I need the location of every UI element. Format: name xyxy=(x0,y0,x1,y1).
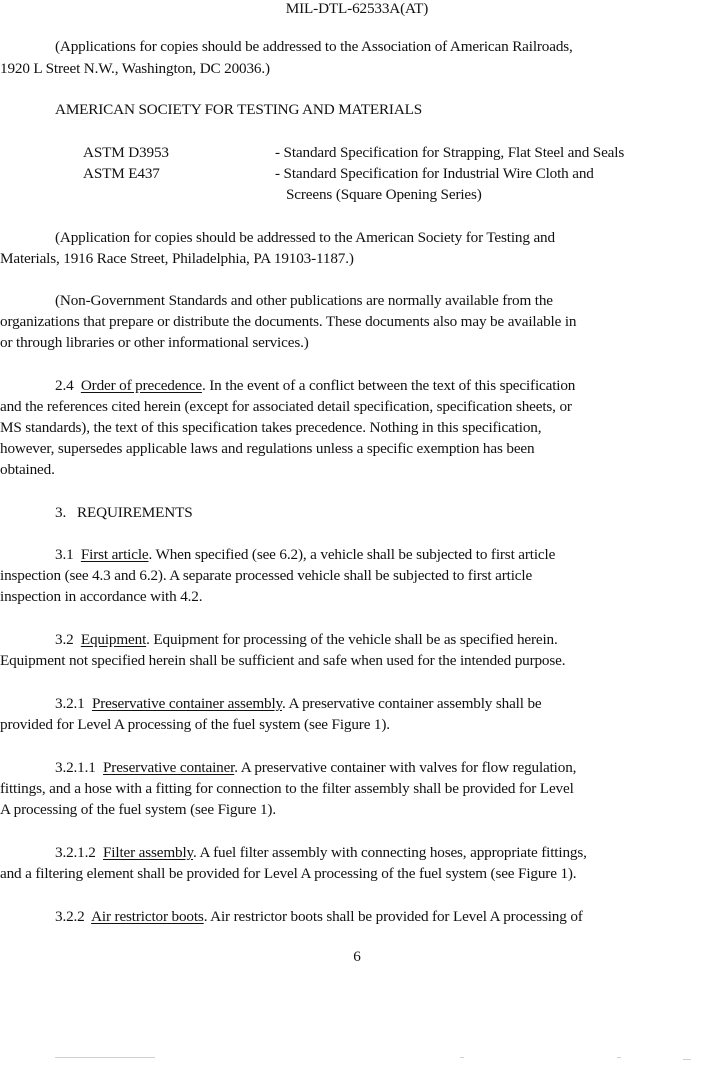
section-2-4-first-line xyxy=(55,377,575,395)
section-3-2-1-2-line: and a filtering element shall be provided for Level A processing of the fuel system (see Figure 1). xyxy=(0,865,577,882)
nongov-note-line-3: or through libraries or other informational services.) xyxy=(0,334,309,351)
section-text: . When specified (see 6.2), a vehicle shall be subjected to first article xyxy=(148,546,556,563)
section-number: 3.2.2 xyxy=(55,908,85,925)
astm-note-line-2: Materials, 1916 Race Street, Philadelphia, PA 19103-1187.) xyxy=(0,250,354,267)
aar-note-line-2: 1920 L Street N.W., Washington, DC 20036.) xyxy=(0,60,270,77)
section-2-4-line: MS standards), the text of this specification takes precedence. Nothing in this specification, xyxy=(0,419,542,436)
section-3-1-line: inspection in accordance with 4.2. xyxy=(0,588,203,605)
section-title: Preservative container xyxy=(103,759,235,776)
nongov-note-line-2: organizations that prepare or distribute the documents. These documents also may be available in xyxy=(0,313,577,330)
section-3-2-line: Equipment not specified herein shall be sufficient and safe when used for the intended purpose. xyxy=(0,652,566,669)
section-3-2-1-line: provided for Level A processing of the fuel system (see Figure 1). xyxy=(0,716,390,733)
section-title: Air restrictor boots xyxy=(91,908,204,925)
astm-heading: AMERICAN SOCIETY FOR TESTING AND MATERIALS xyxy=(55,101,423,118)
section-number: 3.2.1 xyxy=(55,695,85,712)
section-3-2-1-1-line: A processing of the fuel system (see Figure 1). xyxy=(0,801,276,818)
astm-ref-id: ASTM E437 xyxy=(83,165,160,182)
scan-artifact xyxy=(683,1059,691,1060)
section-number: 3. xyxy=(55,504,67,521)
section-3-2-1-first-line xyxy=(55,695,542,713)
page-number: 6 xyxy=(353,948,361,965)
astm-ref-id: ASTM D3953 xyxy=(83,144,169,161)
section-text: . Air restrictor boots shall be provided for Level A processing of xyxy=(203,908,583,925)
section-number: 3.1 xyxy=(55,546,74,563)
section-3-1-first-line xyxy=(55,546,555,564)
astm-ref-title: - Standard Specification for Strapping, Flat Steel and Seals xyxy=(275,144,625,161)
section-2-4-line: obtained. xyxy=(0,461,55,478)
aar-note-line-1: (Applications for copies should be addressed to the Association of American Railroads, xyxy=(55,38,573,55)
astm-note-line-1: (Application for copies should be addressed to the American Society for Testing and xyxy=(55,229,555,246)
section-title: Order of precedence xyxy=(80,377,202,394)
section-3-2-first-line xyxy=(55,631,558,649)
section-number: 3.2.1.2 xyxy=(55,844,96,861)
nongov-note-line-1: (Non-Government Standards and other publications are normally available from the xyxy=(55,292,553,309)
section-number: 3.2.1.1 xyxy=(55,759,96,776)
scan-artifact xyxy=(55,1057,155,1058)
section-3-1-line: inspection (see 4.3 and 6.2). A separate processed vehicle shall be subjected to first article xyxy=(0,567,533,584)
section-title: Equipment xyxy=(80,631,147,648)
section-number: 2.4 xyxy=(55,377,74,394)
section-title: Preservative container assembly xyxy=(91,695,282,712)
section-number: 3.2 xyxy=(55,631,74,648)
section-text: . In the event of a conflict between the text of this specification xyxy=(201,377,576,394)
astm-ref-title: - Standard Specification for Industrial Wire Cloth and xyxy=(275,165,594,182)
section-title: Filter assembly xyxy=(103,844,194,861)
section-text: . A preservative container with valves for flow regulation, xyxy=(234,759,577,776)
section-3-2-1-1-first-line xyxy=(55,759,576,777)
astm-ref-title-cont: Screens (Square Opening Series) xyxy=(286,186,482,203)
section-2-4-line: and the references cited herein (except for associated detail specification, specification sheets, or xyxy=(0,398,572,415)
section-text: . A fuel filter assembly with connecting hoses, appropriate fittings, xyxy=(193,844,587,861)
scan-artifact xyxy=(617,1057,621,1058)
section-2-4-line: however, supersedes applicable laws and regulations unless a specific exemption has been xyxy=(0,440,535,457)
section-3-2-1-2-first-line xyxy=(55,844,587,862)
section-title: First article xyxy=(80,546,149,563)
scan-artifact xyxy=(460,1057,464,1058)
section-text: . Equipment for processing of the vehicle shall be as specified herein. xyxy=(146,631,558,648)
section-3-2-1-1-line: fittings, and a hose with a fitting for connection to the filter assembly shall be provided for Level xyxy=(0,780,574,797)
document-id-header: MIL-DTL-62533A(AT) xyxy=(285,0,429,17)
section-3-2-2-first-line xyxy=(55,908,583,926)
section-title: REQUIREMENTS xyxy=(77,504,193,521)
section-3-heading xyxy=(55,504,193,522)
section-text: . A preservative container assembly shall be xyxy=(281,695,542,712)
